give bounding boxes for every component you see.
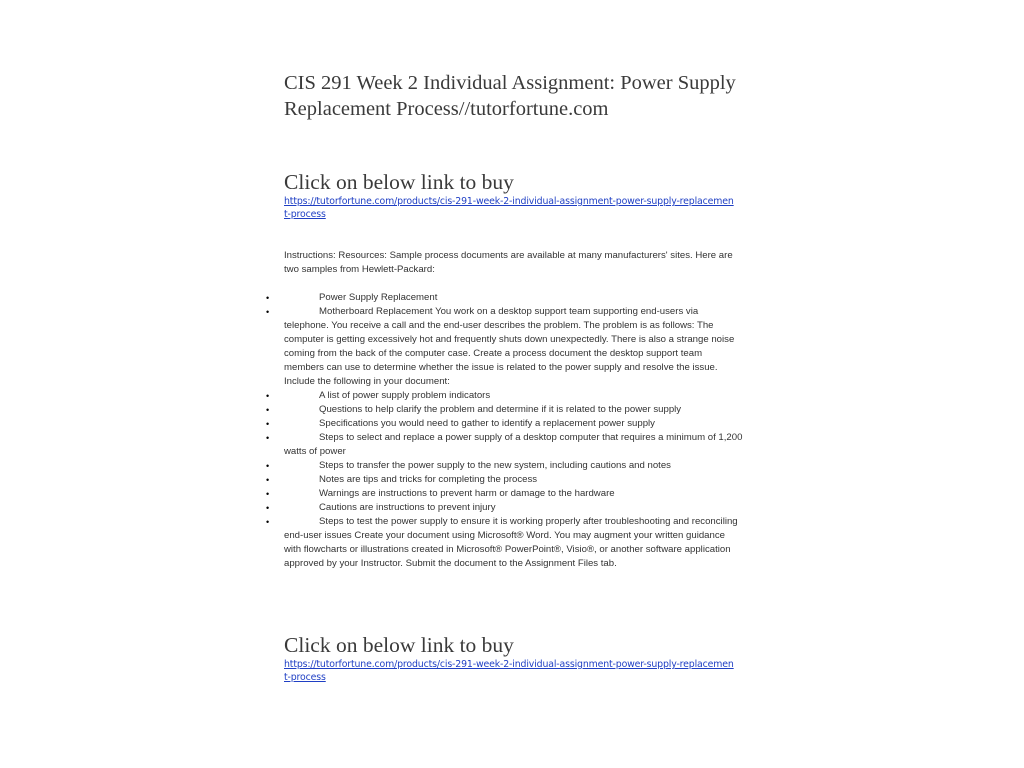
list-item-text: A list of power supply problem indicators — [319, 390, 491, 401]
buy-link-bottom[interactable]: https://tutorfortune.com/products/cis-291-week-2-individual-assignment-power-supply-replacement-process — [284, 659, 734, 683]
bullet-icon: • — [266, 475, 270, 485]
bullet-list — [266, 291, 744, 571]
bullet-icon: • — [266, 433, 270, 443]
bullet-icon: • — [266, 517, 270, 527]
list-item-text: Power Supply Replacement — [319, 292, 438, 303]
list-item — [266, 417, 744, 431]
list-item-text: Warnings are instructions to prevent harm or damage to the hardware — [319, 488, 615, 499]
list-item-text: Steps to transfer the power supply to the new system, including cautions and notes — [319, 460, 671, 471]
list-item-text: Questions to help clarify the problem and determine if it is related to the power supply — [319, 404, 682, 415]
list-item — [266, 487, 744, 501]
list-item — [266, 473, 744, 487]
list-item — [266, 431, 744, 459]
list-item-text: Motherboard Replacement You work on a desktop support team supporting end-users via telephone. You receive a call and the end-user describes the problem. The problem is as follows: The computer is getting excessively hot and frequently shuts down unexpectedly. There is also a strange noise coming from the back of the computer case. Create a process document the desktop support team members can use to determine whether the issue is related to the power supply and resolve the issue. Include the following in your document: — [284, 306, 735, 387]
page-title: CIS 291 Week 2 Individual Assignment: Power Supply Replacement Process//tutorfortune.com — [284, 72, 736, 120]
bullet-icon: • — [266, 405, 270, 415]
bullet-icon: • — [266, 293, 270, 303]
list-item-text: Specifications you would need to gather to identify a replacement power supply — [319, 418, 655, 429]
list-item — [266, 459, 744, 473]
list-item — [266, 291, 744, 305]
document-content — [266, 70, 744, 684]
list-item — [266, 501, 744, 515]
bullet-icon: • — [266, 461, 270, 471]
list-item-text: Cautions are instructions to prevent injury — [319, 502, 496, 513]
spacer — [284, 277, 744, 291]
buy-link-top[interactable]: https://tutorfortune.com/products/cis-291-week-2-individual-assignment-power-supply-replacement-process — [284, 196, 734, 220]
spacer — [284, 571, 744, 633]
list-item — [266, 305, 744, 389]
buy-section-bottom — [284, 633, 744, 684]
list-item — [266, 403, 744, 417]
list-item-text: Steps to select and replace a power supply of a desktop computer that requires a minimum of 1,200 watts of power — [284, 432, 743, 457]
list-item-text: Steps to test the power supply to ensure it is working properly after troubleshooting and reconciling end-user issues Create your document using Microsoft® Word. You may augment your written guidance with flowcharts or illustrations created in Microsoft® PowerPoint®, Visio®, or another software application approved by your Instructor. Submit the document to the Assignment Files tab. — [284, 516, 738, 569]
bullet-icon: • — [266, 419, 270, 429]
bullet-icon: • — [266, 391, 270, 401]
spacer — [284, 221, 744, 249]
document-body — [266, 249, 744, 571]
list-item — [266, 389, 744, 403]
list-item — [266, 515, 744, 571]
buy-heading-bottom: Click on below link to buy — [284, 633, 514, 657]
spacer — [284, 122, 744, 170]
instructions-paragraph: Instructions: Resources: Sample process documents are available at many manufacturers' sites. Here are two samples from Hewlett-Packard: — [284, 250, 733, 275]
list-item-text: Notes are tips and tricks for completing the process — [319, 474, 538, 485]
buy-section-top — [284, 170, 744, 221]
bullet-icon: • — [266, 489, 270, 499]
bullet-icon: • — [266, 307, 270, 317]
bullet-icon: • — [266, 503, 270, 513]
buy-heading-top: Click on below link to buy — [284, 170, 514, 194]
